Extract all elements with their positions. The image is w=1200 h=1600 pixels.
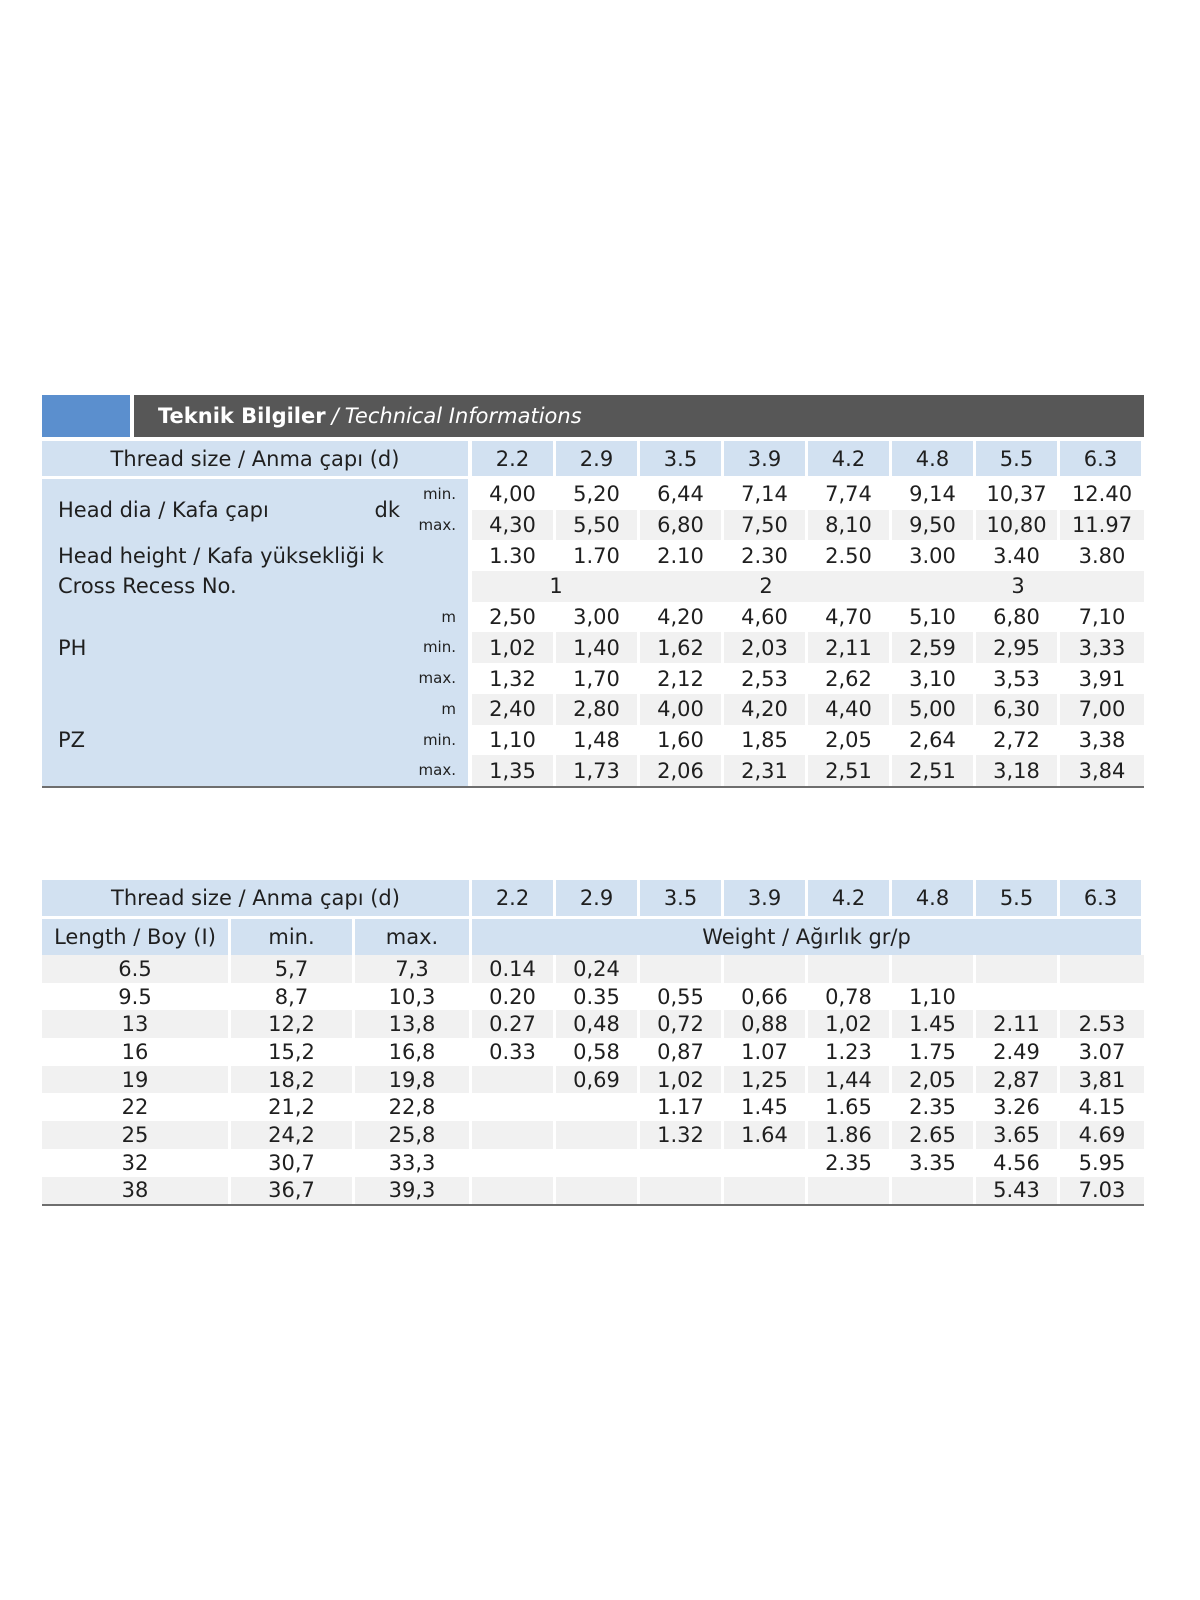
weight-cell: 2.35 [808,1149,892,1177]
weight-cell: 1.23 [808,1038,892,1066]
title-english: Technical Informations [344,404,582,428]
table-cell: 2,95 [976,632,1060,663]
table-cell: 5,20 [556,479,640,510]
weight-cell [892,955,976,983]
weight-cell: 0,58 [556,1038,640,1066]
weight-cell: 0.35 [556,983,640,1011]
length-max-cell: 33,3 [355,1149,472,1177]
table-cell: 3,10 [892,663,976,694]
table-cell: 2,03 [724,632,808,663]
length-cell: 9.5 [42,983,231,1011]
cross-recess-group: 3 [892,571,1144,602]
thread-size-5.5: 5.5 [976,441,1060,479]
sub-label: m [441,607,456,626]
table-cell: 4,40 [808,694,892,725]
table-cell: 2,51 [892,755,976,786]
weight-cell: 2.35 [892,1093,976,1121]
table-cell: 4,20 [640,602,724,633]
weight-cell: 0,66 [724,983,808,1011]
table-cell: 1,32 [472,663,556,694]
thread-size-2.2: 2.2 [472,880,556,919]
thread-size-3.9: 3.9 [724,441,808,479]
thread-size-2.9: 2.9 [556,441,640,479]
length-max-cell: 22,8 [355,1093,472,1121]
weights-subheader-row [42,919,1144,955]
weight-cell: 3,81 [1060,1066,1144,1094]
table-cell: 3,00 [556,602,640,633]
weight-cell: 1.86 [808,1121,892,1149]
table-cell: 2,62 [808,663,892,694]
table-cell: 1,85 [724,725,808,756]
weight-cell [472,1149,556,1177]
weight-cell: 0,72 [640,1010,724,1038]
thread-size-4.2: 4.2 [808,880,892,919]
table-row [42,955,1144,983]
table-cell: 3.80 [1060,540,1144,571]
table-cell: 1,70 [556,663,640,694]
weight-cell: 3.65 [976,1121,1060,1149]
length-cell: 19 [42,1066,231,1094]
table-cell: 2,64 [892,725,976,756]
table-cell: 7,50 [724,510,808,541]
weight-cell: 1,10 [892,983,976,1011]
table-cell: 1.70 [556,540,640,571]
head-dia-min-row [42,479,1144,510]
weight-cell: 2.65 [892,1121,976,1149]
length-min-cell: 24,2 [231,1121,355,1149]
head-height-label: Head height / Kafa yüksekliği k [42,540,472,571]
weight-cell: 5.43 [976,1177,1060,1205]
table-cell: 8,10 [808,510,892,541]
cross-recess-group: 1 [472,571,640,602]
weight-label: Weight / Ağırlık gr/p [472,919,1144,955]
weight-cell: 1.07 [724,1038,808,1066]
table-cell: 3,33 [1060,632,1144,663]
length-min-cell: 12,2 [231,1010,355,1038]
table-cell: 6,30 [976,694,1060,725]
weight-cell: 7.03 [1060,1177,1144,1205]
length-min-cell: 18,2 [231,1066,355,1094]
length-max-cell: 7,3 [355,955,472,983]
table-cell: 10,80 [976,510,1060,541]
table-cell: 2,53 [724,663,808,694]
title-accent-block [42,395,130,437]
weight-cell: 2.11 [976,1010,1060,1038]
weight-cell: 0,24 [556,955,640,983]
weight-cell: 2,87 [976,1066,1060,1094]
table-cell: 2,12 [640,663,724,694]
table-cell: 4,70 [808,602,892,633]
ph-label-text: PH [58,635,87,660]
title-separator: / [331,404,339,428]
table-row [42,1121,1144,1149]
weights-table [42,880,1144,1206]
thread-size-4.8: 4.8 [892,880,976,919]
sub-label: m [441,699,456,718]
length-cell: 38 [42,1177,231,1205]
thread-size-6.3: 6.3 [1060,441,1144,479]
table-cell: 2.30 [724,540,808,571]
weight-cell: 0,48 [556,1010,640,1038]
length-max-cell: 16,8 [355,1038,472,1066]
length-min-cell: 5,7 [231,955,355,983]
table-cell: 2,05 [808,725,892,756]
weight-cell: 1,02 [640,1066,724,1094]
thread-size-header-row [42,441,1144,479]
table-cell: 1.30 [472,540,556,571]
thread-size-label: Thread size / Anma çapı (d) [42,880,472,919]
weight-cell: 1.45 [724,1093,808,1121]
thread-size-4.8: 4.8 [892,441,976,479]
table-cell: 4,30 [472,510,556,541]
table-cell: 5,00 [892,694,976,725]
table-cell: 5,10 [892,602,976,633]
sub-label: min. [422,730,456,749]
length-min-cell: 8,7 [231,983,355,1011]
length-max-cell: 13,8 [355,1010,472,1038]
weight-cell: 3.07 [1060,1038,1144,1066]
table-row [42,1149,1144,1177]
length-cell: 13 [42,1010,231,1038]
weight-cell: 0,55 [640,983,724,1011]
length-min-cell: 36,7 [231,1177,355,1205]
weight-cell: 1.17 [640,1093,724,1121]
table-cell: 3,91 [1060,663,1144,694]
weight-cell: 4.56 [976,1149,1060,1177]
thread-size-label: Thread size / Anma çapı (d) [42,441,472,479]
table-cell: 4,60 [724,602,808,633]
table-cell: 9,14 [892,479,976,510]
weight-cell: 2.53 [1060,1010,1144,1038]
table-row [42,1066,1144,1094]
weight-cell [808,955,892,983]
weight-cell [472,1121,556,1149]
weight-cell: 0,87 [640,1038,724,1066]
head-dia-label-text: Head dia / Kafa çapı [58,497,269,522]
weight-cell: 5.95 [1060,1149,1144,1177]
weight-cell: 1.75 [892,1038,976,1066]
weight-cell [640,955,724,983]
thread-size-4.2: 4.2 [808,441,892,479]
weight-cell [1060,955,1144,983]
table-cell: 7,74 [808,479,892,510]
cross-recess-group: 2 [640,571,892,602]
length-min-cell: 15,2 [231,1038,355,1066]
table-cell: 2,50 [472,602,556,633]
thread-size-3.9: 3.9 [724,880,808,919]
ph-m-row [42,602,1144,633]
weight-cell: 2.49 [976,1038,1060,1066]
weight-cell [976,983,1060,1011]
thread-size-3.5: 3.5 [640,441,724,479]
weight-cell [640,1149,724,1177]
weight-cell [640,1177,724,1205]
table-cell: 1,35 [472,755,556,786]
weight-cell [472,1066,556,1094]
weight-cell [472,1177,556,1205]
weight-cell: 0,78 [808,983,892,1011]
table-cell: 1,40 [556,632,640,663]
weight-cell: 3.35 [892,1149,976,1177]
table-row [42,1038,1144,1066]
weight-cell: 0.14 [472,955,556,983]
table-cell: 2,80 [556,694,640,725]
section-title-bar [42,395,1144,437]
weight-cell [1060,983,1144,1011]
table-cell: 2.50 [808,540,892,571]
table-cell: 4,00 [472,479,556,510]
length-max-cell: 39,3 [355,1177,472,1205]
weight-cell [556,1121,640,1149]
weight-cell: 0.20 [472,983,556,1011]
table-cell: 2.10 [640,540,724,571]
weight-cell: 1,25 [724,1066,808,1094]
table-cell: 3,18 [976,755,1060,786]
table-cell: 1,60 [640,725,724,756]
weight-cell [724,1149,808,1177]
table-cell: 3,38 [1060,725,1144,756]
thread-size-2.9: 2.9 [556,880,640,919]
table-cell: 2,51 [808,755,892,786]
sub-label: max. [418,669,456,688]
weight-cell: 0,69 [556,1066,640,1094]
table-cell: 10,37 [976,479,1060,510]
sub-label: min. [422,485,456,503]
table-cell: 11.97 [1060,510,1144,541]
table-cell: 3,53 [976,663,1060,694]
weight-cell [808,1177,892,1205]
weight-cell: 1,44 [808,1066,892,1094]
thread-size-3.5: 3.5 [640,880,724,919]
table-cell: 1,48 [556,725,640,756]
length-cell: 22 [42,1093,231,1121]
table-cell: 1,10 [472,725,556,756]
weight-cell: 4.15 [1060,1093,1144,1121]
table-cell: 2,72 [976,725,1060,756]
thread-size-5.5: 5.5 [976,880,1060,919]
table-cell: 2,59 [892,632,976,663]
head-dia-symbol: dk [374,497,400,522]
length-min-cell: 21,2 [231,1093,355,1121]
table-cell: 3.00 [892,540,976,571]
table-cell: 2,31 [724,755,808,786]
table-cell: 1,62 [640,632,724,663]
pz-label-text: PZ [58,727,86,752]
length-max-cell: 25,8 [355,1121,472,1149]
cross-recess-row [42,571,1144,602]
max-label: max. [355,919,472,955]
weight-cell [976,955,1060,983]
sub-label: min. [422,638,456,657]
sub-label: max. [418,761,456,780]
length-label: Length / Boy (I) [42,919,231,955]
head-height-row [42,540,1144,571]
weight-cell: 0.27 [472,1010,556,1038]
table-cell: 7,14 [724,479,808,510]
table-cell: 1,02 [472,632,556,663]
length-max-cell: 10,3 [355,983,472,1011]
length-cell: 16 [42,1038,231,1066]
table-cell: 3.40 [976,540,1060,571]
table-cell: 6,44 [640,479,724,510]
head-dia-label [42,479,472,540]
table-cell: 6,80 [640,510,724,541]
weight-cell: 1.32 [640,1121,724,1149]
length-max-cell: 19,8 [355,1066,472,1094]
weight-cell [556,1093,640,1121]
weight-cell [892,1177,976,1205]
table-cell: 2,11 [808,632,892,663]
table-cell: 2,06 [640,755,724,786]
table-row [42,1010,1144,1038]
weight-cell: 1.64 [724,1121,808,1149]
sub-label: max. [418,515,456,534]
ph-label [42,602,472,694]
weight-cell: 0.33 [472,1038,556,1066]
weight-cell [556,1149,640,1177]
pz-m-row [42,694,1144,725]
table-cell: 7,10 [1060,602,1144,633]
table-row [42,1177,1144,1205]
section-title [134,395,1144,437]
length-cell: 6.5 [42,955,231,983]
weight-cell: 2,05 [892,1066,976,1094]
weight-cell: 0,88 [724,1010,808,1038]
table-cell: 6,80 [976,602,1060,633]
table-row [42,983,1144,1011]
cross-recess-label: Cross Recess No. [42,571,472,602]
table-cell: 5,50 [556,510,640,541]
weights-header-row [42,880,1144,919]
length-min-cell: 30,7 [231,1149,355,1177]
weight-cell [472,1093,556,1121]
title-turkish: Teknik Bilgiler [158,404,326,428]
table-row [42,1093,1144,1121]
dimensions-table [42,441,1144,788]
table-cell: 4,00 [640,694,724,725]
weight-cell [724,955,808,983]
min-label: min. [231,919,355,955]
weight-cell: 1.45 [892,1010,976,1038]
thread-size-2.2: 2.2 [472,441,556,479]
weight-cell: 1,02 [808,1010,892,1038]
pz-label [42,694,472,786]
thread-size-6.3: 6.3 [1060,880,1144,919]
table-cell: 7,00 [1060,694,1144,725]
weight-cell: 1.65 [808,1093,892,1121]
table-cell: 2,40 [472,694,556,725]
weight-cell: 4.69 [1060,1121,1144,1149]
weight-cell [724,1177,808,1205]
table-cell: 3,84 [1060,755,1144,786]
length-cell: 32 [42,1149,231,1177]
table-cell: 1,73 [556,755,640,786]
weight-cell [556,1177,640,1205]
table-cell: 9,50 [892,510,976,541]
length-cell: 25 [42,1121,231,1149]
table-cell: 12.40 [1060,479,1144,510]
table-cell: 4,20 [724,694,808,725]
weight-cell: 3.26 [976,1093,1060,1121]
